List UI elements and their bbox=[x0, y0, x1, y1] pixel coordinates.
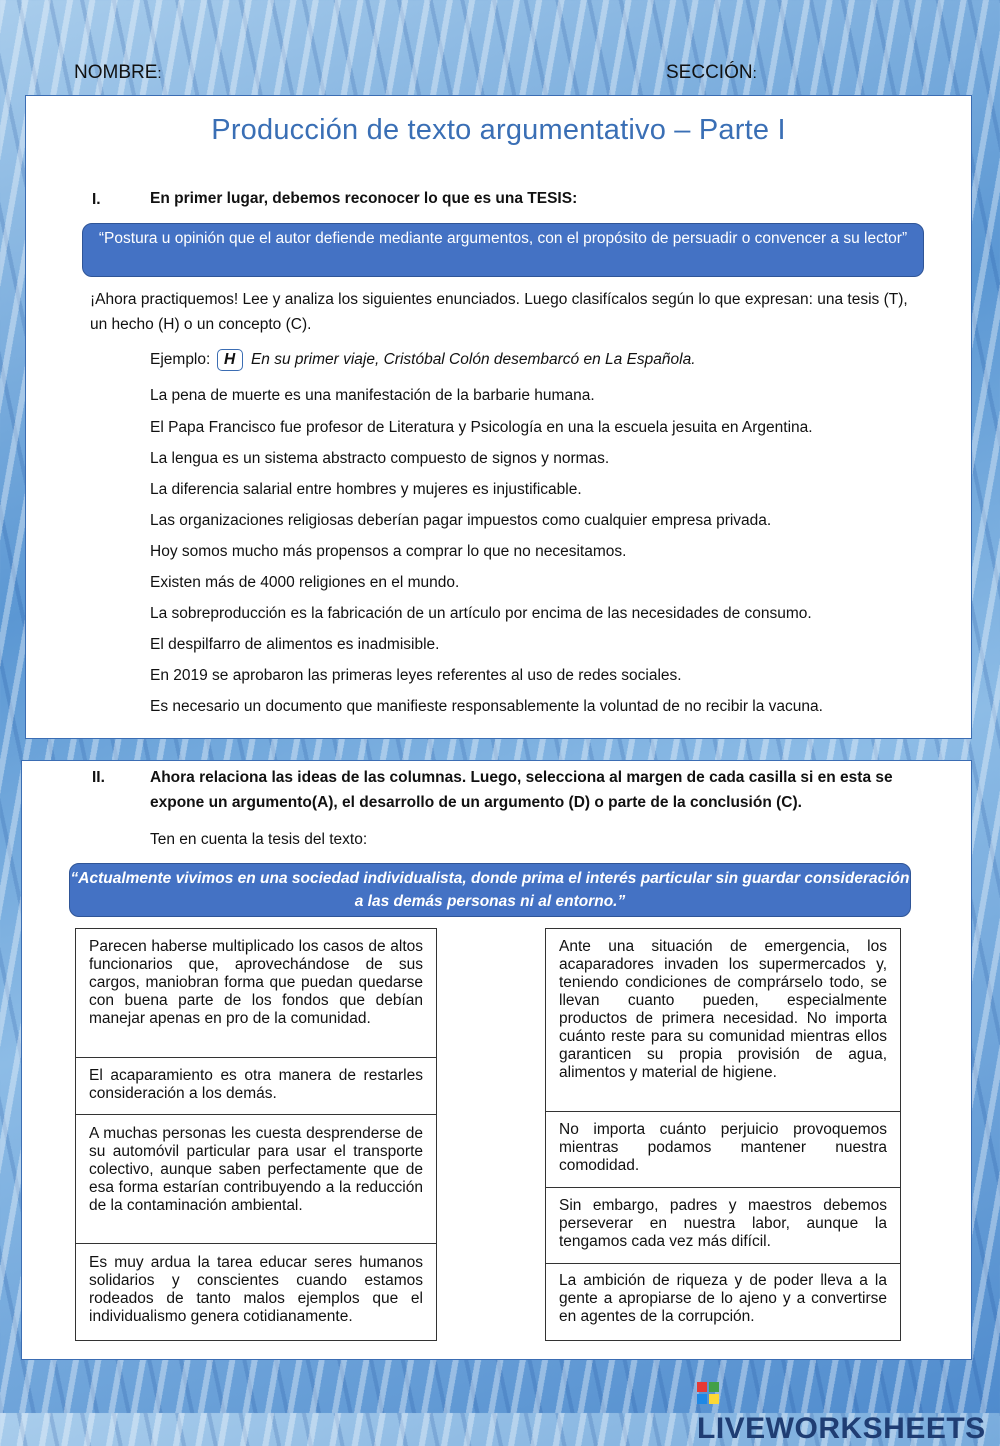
liveworksheets-logo-icon bbox=[697, 1382, 719, 1404]
example-label: Ejemplo: bbox=[150, 351, 211, 369]
statement-8[interactable]: La sobreproducción es la fabricación de un artículo por encima de las necesidades de consumo. bbox=[150, 605, 812, 622]
right-divider bbox=[546, 1187, 900, 1188]
right-cell-1[interactable]: Ante una situación de emergencia, los acaparadores invaden los supermercados y, teniendo condiciones de comprárselo todo, se llevan cuanto pueden, especialmente productos de primera necesidad. No importa cuánto reste para su comunidad mientras ellos garanticen su propia provisión de agua, alimentos y material de higiene. bbox=[559, 938, 887, 1081]
right-cell-2[interactable]: No importa cuánto perjuicio provoquemos mientras podamos mantener nuestra comodidad. bbox=[559, 1121, 887, 1174]
statement-2[interactable]: El Papa Francisco fue profesor de Literatura y Psicología en una la escuela jesuita en Argentina. bbox=[150, 419, 813, 436]
section1-heading: En primer lugar, debemos reconocer lo que es una TESIS: bbox=[150, 190, 578, 207]
section2-number: II. bbox=[92, 769, 105, 786]
statement-4[interactable]: La diferencia salarial entre hombres y mujeres es injustificable. bbox=[150, 481, 582, 498]
seccion-label: SECCIÓN: bbox=[666, 62, 757, 83]
liveworksheets-logo[interactable] bbox=[697, 1378, 1000, 1446]
example-line bbox=[150, 349, 696, 371]
page-title: Producción de texto argumentativo – Parte I bbox=[211, 114, 786, 146]
left-divider bbox=[76, 1114, 436, 1115]
example-text: En su primer viaje, Cristóbal Colón desembarcó en La Española. bbox=[250, 351, 696, 369]
left-cell-3[interactable]: A muchas personas les cuesta desprenderse de su automóvil particular para usar el transporte colectivo, aunque saben perfectamente que de esa forma estarían contribuyendo a la reducción de la contaminación ambiental. bbox=[89, 1125, 423, 1214]
right-cell-3[interactable]: Sin embargo, padres y maestros debemos perseverar en nuestra labor, aunque la tengamos cada vez más difícil. bbox=[559, 1197, 887, 1250]
statement-11[interactable]: Es necesario un documento que manifieste responsablemente la voluntad de no recibir la vacuna. bbox=[150, 698, 823, 715]
part1-panel bbox=[25, 95, 972, 739]
left-divider bbox=[76, 1057, 436, 1058]
left-cell-2[interactable]: El acaparamiento es otra manera de restarles consideración a los demás. bbox=[89, 1067, 423, 1102]
statement-7[interactable]: Existen más de 4000 religiones en el mundo. bbox=[150, 574, 460, 591]
thesis-definition-box: “Postura u opinión que el autor defiende mediante argumentos, con el propósito de persuadir o convencer a su lector” bbox=[82, 223, 924, 277]
left-cell-4[interactable]: Es muy ardua la tarea educar seres humanos solidarios y conscientes cuando estamos rodeados de tanto malos ejemplos que el individualismo genera cotidianamente. bbox=[89, 1254, 423, 1325]
right-cell-4[interactable]: La ambición de riqueza y de poder lleva a la gente a apropiarse de lo ajeno y a convertirse en agentes de la corrupción. bbox=[559, 1272, 887, 1325]
left-divider bbox=[76, 1243, 436, 1244]
text-thesis-box: “Actualmente vivimos en una sociedad individualista, donde prima el interés particular sin guardar consideración a las demás personas ni al entorno.” bbox=[69, 863, 911, 917]
logo-text: LIVEWORKSHEETS bbox=[697, 1412, 986, 1445]
example-answer-box: H bbox=[217, 349, 243, 371]
statement-3[interactable]: La lengua es un sistema abstracto compuesto de signos y normas. bbox=[150, 450, 610, 467]
instructions-text: ¡Ahora practiquemos! Lee y analiza los siguientes enunciados. Luego clasifícalos según lo que expresan: una tesis (T), un hecho (H) o un concepto (C). bbox=[90, 291, 908, 333]
statement-6[interactable]: Hoy somos mucho más propensos a comprar lo que no necesitamos. bbox=[150, 543, 627, 560]
part2-panel bbox=[21, 760, 972, 1360]
section1-number: I. bbox=[92, 191, 101, 208]
statement-1[interactable]: La pena de muerte es una manifestación de la barbarie humana. bbox=[150, 387, 595, 404]
right-divider bbox=[546, 1111, 900, 1112]
left-column bbox=[75, 928, 437, 1341]
right-column bbox=[545, 928, 901, 1341]
thesis-note: Ten en cuenta la tesis del texto: bbox=[150, 831, 368, 848]
right-divider bbox=[546, 1263, 900, 1264]
statement-9[interactable]: El despilfarro de alimentos es inadmisible. bbox=[150, 636, 440, 653]
nombre-label: NOMBRE: bbox=[74, 62, 162, 83]
statement-5[interactable]: Las organizaciones religiosas deberían pagar impuestos como cualquier empresa privada. bbox=[150, 512, 772, 529]
section2-heading: Ahora relaciona las ideas de las columnas. Luego, selecciona al margen de cada casilla si en esta se expone un argumento(A), el desarrollo de un argumento (D) o parte de la conclusión (C). bbox=[150, 769, 893, 811]
statement-10[interactable]: En 2019 se aprobaron las primeras leyes referentes al uso de redes sociales. bbox=[150, 667, 682, 684]
left-cell-1[interactable]: Parecen haberse multiplicado los casos de altos funcionarios que, aprovechándose de sus cargos, maniobran forma que puedan quedarse con buena parte de los fondos que debían manejar apenas en pro de la comunidad. bbox=[89, 938, 423, 1027]
